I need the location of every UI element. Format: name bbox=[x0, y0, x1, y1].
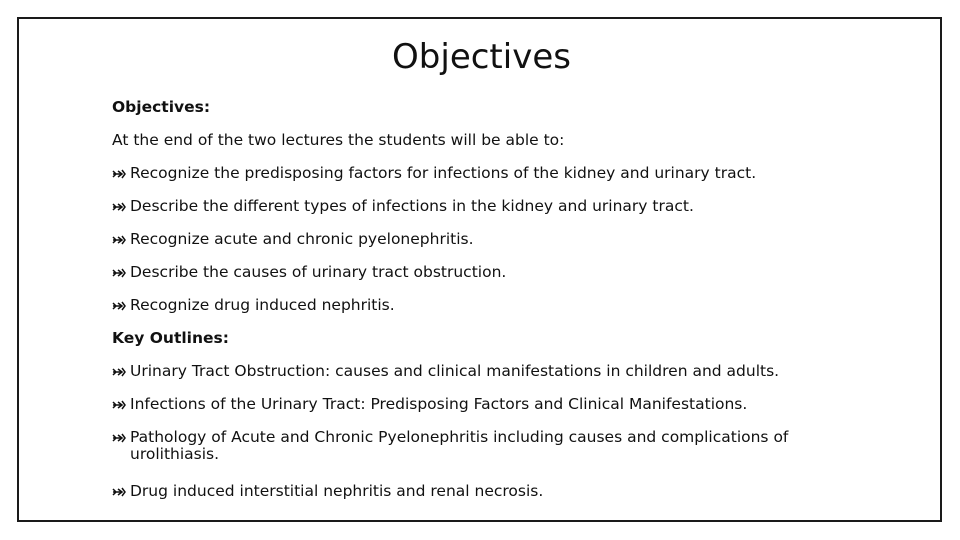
outline-item bbox=[111, 363, 851, 396]
outlines-heading bbox=[111, 330, 851, 363]
intro-text: At the end of the two lectures the students will be able to: bbox=[112, 131, 565, 149]
outline-text: Drug induced interstitial nephritis and renal necrosis. bbox=[130, 482, 544, 500]
outline-item bbox=[111, 483, 851, 516]
objective-item bbox=[111, 297, 851, 330]
outlines-heading-text: Key Outlines: bbox=[112, 329, 229, 347]
feather-arrow-icon bbox=[112, 299, 126, 313]
outline-text: Pathology of Acute and Chronic Pyelonephritis including causes and complications of urolithiasis. bbox=[130, 428, 789, 464]
feather-arrow-icon bbox=[112, 398, 126, 412]
feather-arrow-icon bbox=[112, 365, 126, 379]
outline-text: Infections of the Urinary Tract: Predisposing Factors and Clinical Manifestations. bbox=[130, 395, 748, 413]
objective-text: Describe the causes of urinary tract obstruction. bbox=[130, 263, 507, 281]
outline-item bbox=[111, 396, 851, 429]
objective-item bbox=[111, 165, 851, 198]
feather-arrow-icon bbox=[112, 266, 126, 280]
feather-arrow-icon bbox=[112, 200, 126, 214]
slide-title: Objectives bbox=[392, 37, 571, 77]
objective-item bbox=[111, 264, 851, 297]
slide-frame bbox=[17, 17, 942, 522]
objective-item bbox=[111, 198, 851, 231]
feather-arrow-icon bbox=[112, 431, 126, 445]
objectives-heading bbox=[111, 99, 851, 132]
outline-item bbox=[111, 429, 851, 483]
objective-text: Recognize the predisposing factors for infections of the kidney and urinary tract. bbox=[130, 164, 757, 182]
objective-text: Describe the different types of infections in the kidney and urinary tract. bbox=[130, 197, 694, 215]
objectives-heading-text: Objectives: bbox=[112, 98, 211, 116]
outline-text: Urinary Tract Obstruction: causes and clinical manifestations in children and adults. bbox=[130, 362, 780, 380]
feather-arrow-icon bbox=[112, 167, 126, 181]
slide-content bbox=[111, 99, 851, 516]
objective-item bbox=[111, 231, 851, 264]
intro-line bbox=[111, 132, 851, 165]
objective-text: Recognize acute and chronic pyelonephritis. bbox=[130, 230, 474, 248]
objective-text: Recognize drug induced nephritis. bbox=[130, 296, 395, 314]
feather-arrow-icon bbox=[112, 233, 126, 247]
feather-arrow-icon bbox=[112, 485, 126, 499]
